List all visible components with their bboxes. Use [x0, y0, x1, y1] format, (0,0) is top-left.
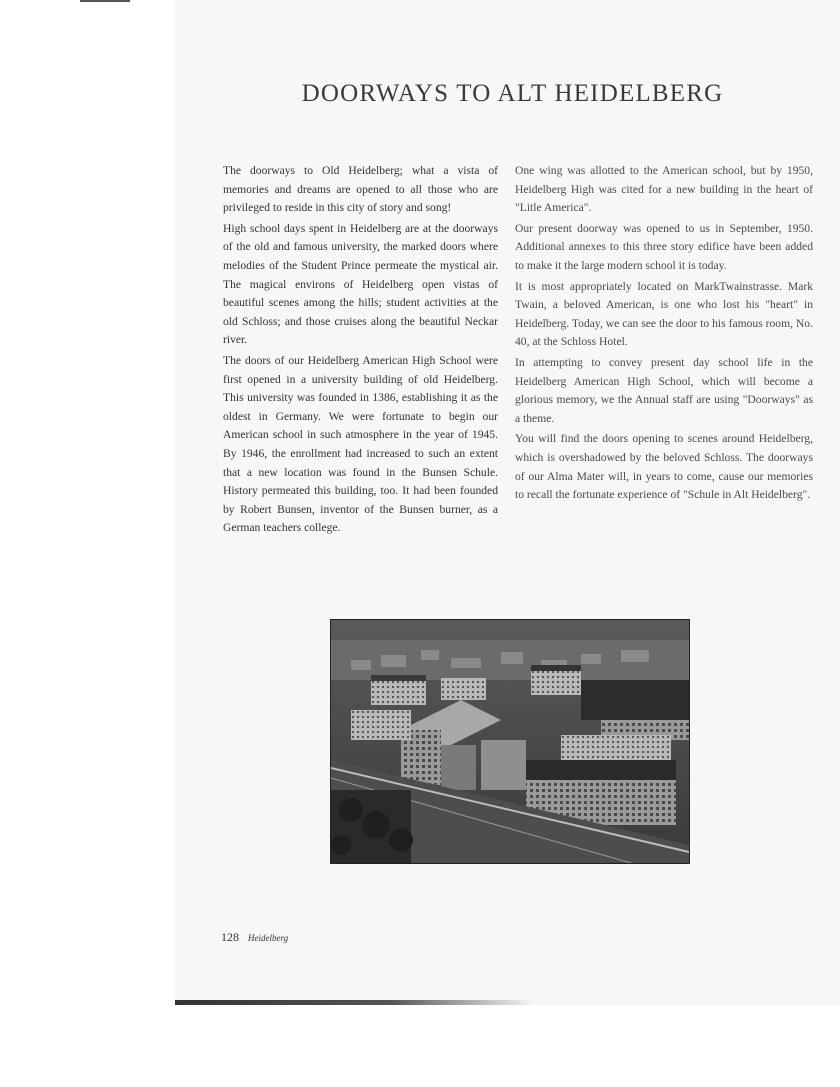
scan-edge-bottom — [175, 1000, 535, 1005]
publication-name: Heidelberg — [248, 933, 289, 943]
paragraph: In attempting to convey present day school life in the Heidelberg American High School, which will become a glorious memory, we the Annual staff are using "Doorways" as a theme. — [515, 355, 813, 425]
page-title: DOORWAYS TO ALT HEIDELBERG — [301, 80, 724, 107]
right-column — [515, 162, 813, 507]
page-number: 128 — [221, 930, 239, 944]
paragraph: You will find the doors opening to scenes around Heidelberg, which is overshadowed by the beloved Schloss. The doorways of our Alma Mater will, in years to come, cause our memories to recall the fortunate experience of "Schule in Alt Heidelberg". — [515, 432, 813, 502]
paragraph: The doorways to Old Heidelberg; what a vista of memories and dreams are opened to all those who are privileged to reside in this city of story and song! — [223, 164, 498, 215]
page-footer — [221, 930, 288, 945]
scan-edge-top — [80, 0, 130, 2]
paragraph: The doors of our Heidelberg American High School were first opened in a university building of old Heidelberg. This university was founded in 1386, establishing it as the oldest in Germany. We were fortunate to begin our American school in such atmosphere in the year of 1945. By 1946, the enrollment had increased to such an extent that a new location was found in the Bunsen Schule. History permeated this building, too. It had been founded by Robert Bunsen, inventor of the Bunsen burner, as a German teachers college. — [223, 353, 498, 535]
left-column — [223, 162, 498, 540]
paragraph: High school days spent in Heidelberg are at the doorways of the old and famous university, the marked doors where melodies of the Student Prince permeate the mystical air. The magical environs of Heidelberg open vistas of beautiful scenes among the hills; student activities at the old Schloss; and those cruises along the beautiful Neckar river. — [223, 221, 498, 347]
aerial-photo-school — [330, 619, 690, 864]
paragraph: One wing was allotted to the American school, but by 1950, Heidelberg High was cited for a new building in the heart of "Litle America". — [515, 164, 813, 215]
paragraph: Our present doorway was opened to us in September, 1950. Additional annexes to this three story edifice have been added to make it the large modern school it is today. — [515, 221, 813, 272]
paragraph: It is most appropriately located on MarkTwainstrasse. Mark Twain, a beloved American, is one who lost his "heart" in Heidelberg. Today, we can see the door to his famous room, No. 40, at the Schloss Hotel. — [515, 279, 813, 349]
